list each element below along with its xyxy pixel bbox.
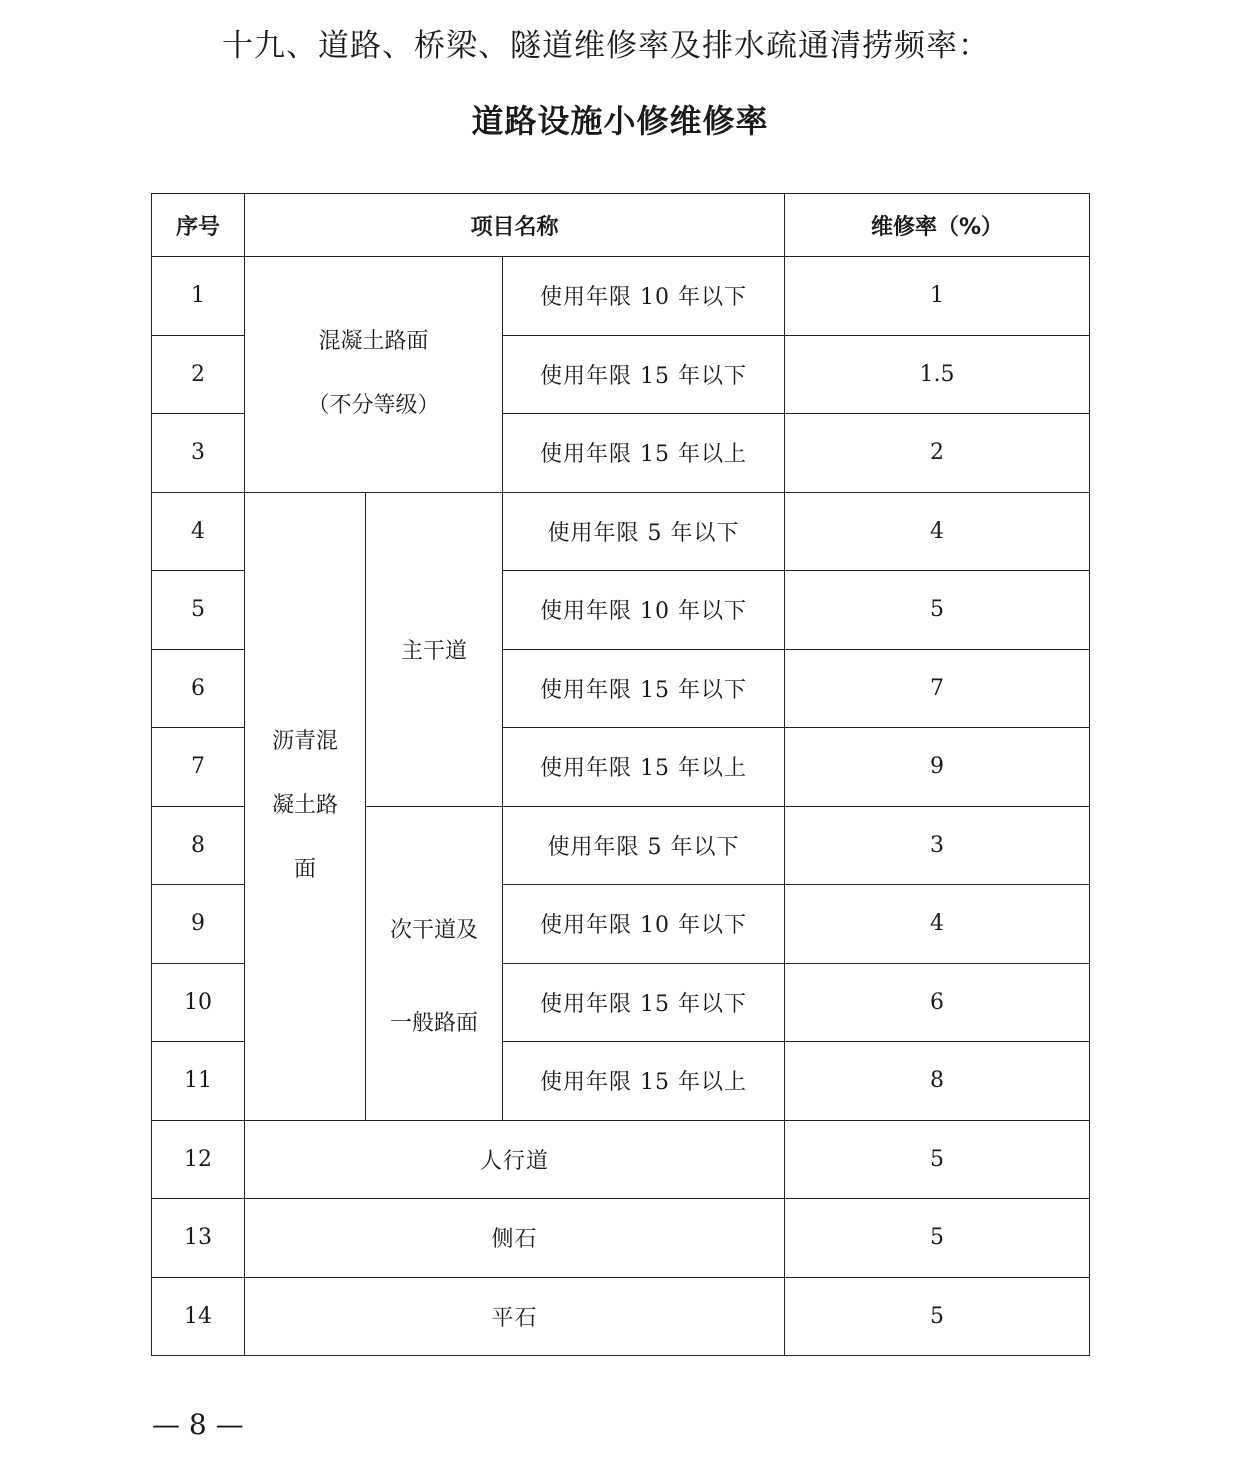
table-row [152,492,1090,571]
maintenance-rate-table [151,193,1090,1356]
table-row [152,257,1090,336]
group-concrete-sublabel: （不分等级） [307,393,440,419]
item-cell: 平石 [245,1277,785,1356]
group-concrete-label: 混凝土路面 [318,329,429,355]
item-cell: 使用年限 10 年以下 [503,885,785,964]
seq-cell: 8 [152,806,245,885]
seq-cell: 2 [152,335,245,414]
seq-cell: 10 [152,963,245,1042]
page-number: — 8 — [152,1408,244,1441]
group-main-road [366,492,503,806]
item-cell: 使用年限 15 年以下 [503,963,785,1042]
rate-cell: 5 [785,1199,1090,1278]
item-cell: 使用年限 10 年以下 [503,257,785,336]
seq-cell: 12 [152,1120,245,1199]
seq-cell: 14 [152,1277,245,1356]
rate-cell: 7 [785,649,1090,728]
rate-cell: 3 [785,806,1090,885]
seq-cell: 13 [152,1199,245,1278]
rate-cell: 4 [785,492,1090,571]
rate-cell: 6 [785,963,1090,1042]
item-cell: 使用年限 5 年以下 [503,492,785,571]
item-cell: 使用年限 15 年以下 [503,649,785,728]
seq-cell: 9 [152,885,245,964]
seq-cell: 11 [152,1042,245,1121]
group-main-road-label: 主干道 [400,638,467,664]
rate-cell: 5 [785,571,1090,650]
table-row [152,1120,1090,1199]
seq-cell: 7 [152,728,245,807]
group-secondary-label-line1: 次干道及 [389,918,478,943]
group-asphalt-label-line3: 面 [293,857,316,882]
section-heading: 十九、道路、桥梁、隧道维修率及排水疏通清捞频率： [222,28,990,64]
seq-cell: 1 [152,257,245,336]
seq-cell: 4 [152,492,245,571]
table-row [152,1277,1090,1356]
group-secondary-label-line2: 一般路面 [389,1011,478,1036]
item-cell: 使用年限 15 年以上 [503,1042,785,1121]
table-title: 道路设施小修维修率 [471,102,769,140]
rate-cell: 5 [785,1120,1090,1199]
item-cell: 人行道 [245,1120,785,1199]
seq-cell: 3 [152,414,245,493]
item-cell: 使用年限 5 年以下 [503,806,785,885]
rate-cell: 4 [785,885,1090,964]
group-asphalt-label-line2: 凝土路 [271,793,338,818]
rate-cell: 9 [785,728,1090,807]
rate-cell: 2 [785,414,1090,493]
rate-cell: 5 [785,1277,1090,1356]
rate-cell: 8 [785,1042,1090,1121]
header-rate: 维修率（%） [785,194,1090,257]
item-cell: 侧石 [245,1199,785,1278]
group-concrete-pavement [245,257,503,493]
header-seq: 序号 [152,194,245,257]
group-asphalt-pavement [245,492,366,1120]
group-asphalt-label-line1: 沥青混 [271,729,338,754]
seq-cell: 5 [152,571,245,650]
rate-cell: 1.5 [785,335,1090,414]
table-row [152,1199,1090,1278]
group-secondary-road [366,806,503,1120]
item-cell: 使用年限 15 年以下 [503,335,785,414]
seq-cell: 6 [152,649,245,728]
table-header-row [152,194,1090,257]
item-cell: 使用年限 10 年以下 [503,571,785,650]
header-item-name: 项目名称 [245,194,785,257]
item-cell: 使用年限 15 年以上 [503,728,785,807]
rate-cell: 1 [785,257,1090,336]
item-cell: 使用年限 15 年以上 [503,414,785,493]
